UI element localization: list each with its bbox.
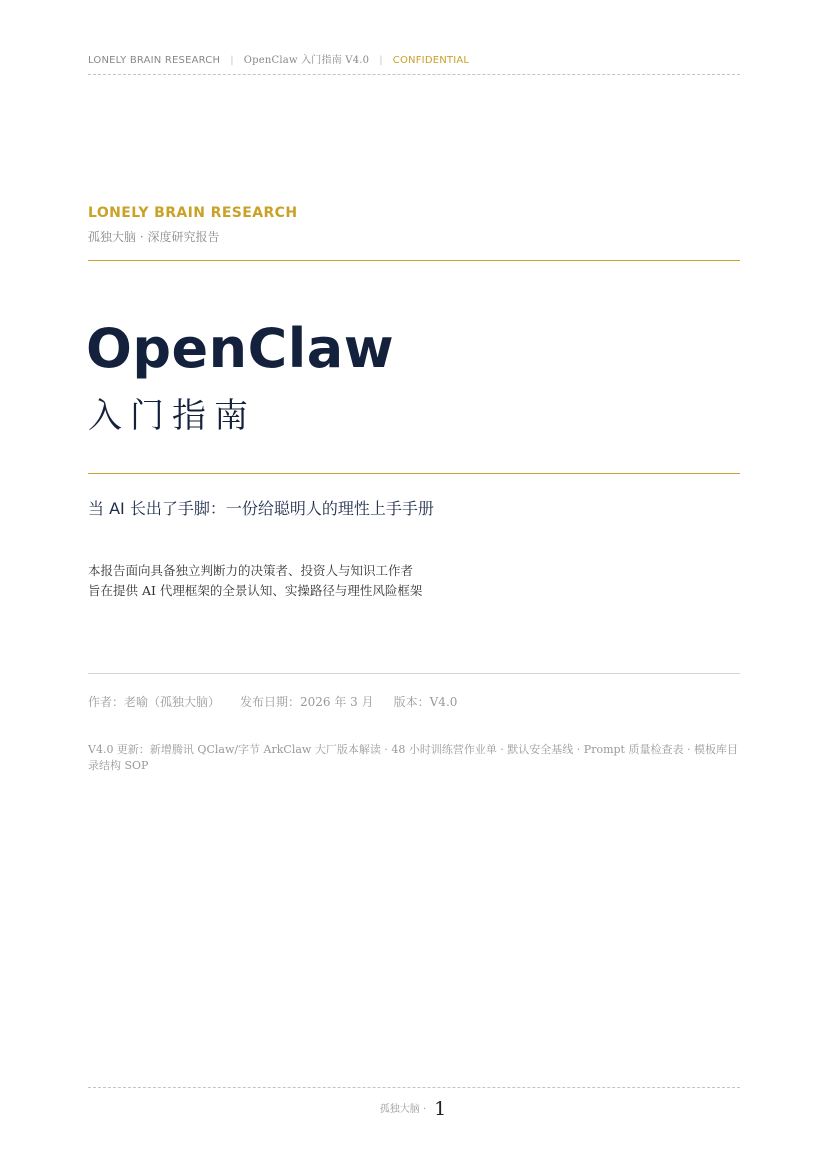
- header-divider: [88, 74, 740, 75]
- running-header-org: LONELY BRAIN RESEARCH: [88, 55, 221, 66]
- title-divider: [88, 473, 740, 474]
- brand-subtitle: 孤独大脑 · 深度研究报告: [88, 230, 220, 244]
- document-meta: [88, 693, 477, 710]
- running-header: [88, 51, 469, 66]
- running-header-separator-2: |: [379, 55, 383, 66]
- brand-divider: [88, 260, 740, 261]
- brand-name: LONELY BRAIN RESEARCH: [88, 205, 298, 221]
- tagline: 当 AI 长出了手脚：一份给聪明人的理性上手手册: [88, 499, 434, 518]
- description-line: 本报告面向具备独立判断力的决策者、投资人与知识工作者: [88, 563, 414, 578]
- page-subtitle: 入门指南: [88, 396, 256, 436]
- meta-divider: [88, 673, 740, 674]
- confidential-label: CONFIDENTIAL: [392, 55, 470, 66]
- footer-divider: [88, 1087, 740, 1088]
- page-number: 1: [434, 1098, 447, 1120]
- page-footer: [0, 1098, 826, 1120]
- page-title: OpenClaw: [86, 317, 395, 380]
- update-note: V4.0 更新：新增腾讯 QClaw/字节 ArkClaw 大厂版本解读 · 48 小时训练营作业单 · 默认安全基线 · Prompt 质量检查表 · 模板库目录结构 SOP: [88, 743, 738, 772]
- author: 作者：老喻（孤独大脑）: [88, 695, 221, 709]
- version: 版本：V4.0: [393, 695, 458, 709]
- running-header-doc: OpenClaw 入门指南 V4.0: [243, 55, 370, 66]
- description-line: 旨在提供 AI 代理框架的全景认知、实操路径与理性风险框架: [88, 583, 423, 598]
- publish-date: 发布日期：2026 年 3 月: [240, 695, 374, 709]
- running-header-separator: |: [230, 55, 234, 66]
- description: [88, 561, 422, 601]
- footer-label: 孤独大脑 ·: [379, 1104, 427, 1115]
